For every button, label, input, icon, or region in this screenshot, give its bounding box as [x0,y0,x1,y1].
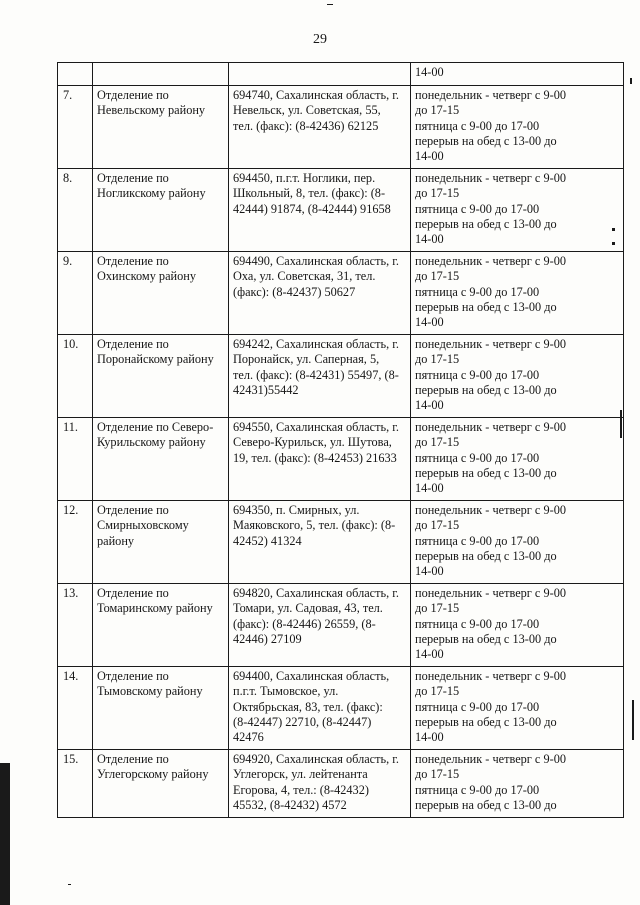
table-row [58,667,624,750]
working-hours-line: понедельник - четверг с 9-00 [415,752,566,766]
table-row [58,252,624,335]
address-line: 694400, Сахалинская область, [233,669,390,683]
scan-mark-right-4 [612,228,615,231]
offices-table-body [58,63,624,818]
table-row [58,169,624,252]
working-hours-line: понедельник - четверг с 9-00 [415,669,566,683]
cell-working-hours [411,252,624,335]
scan-mark-top [327,4,333,5]
working-hours-line: 14-00 [415,481,444,496]
working-hours-line: пятница с 9-00 до 17-00 [415,284,540,299]
working-hours-line: пятница с 9-00 до 17-00 [415,533,540,548]
scan-mark-bottom [68,884,71,885]
cell-office-name [93,750,229,818]
address-line: Углегорск, ул. лейтенанта [233,767,368,782]
address-line: 45532, (8-42432) 4572 [233,797,347,812]
working-hours-line: 14-00 [415,730,444,745]
cell-number: 10. [58,335,93,418]
working-hours-line: перерыв на обед с 13-00 до [415,714,557,729]
address-line: 42446) 27109 [233,631,302,646]
working-hours-line: перерыв на обед с 13-00 до [415,548,557,563]
address-line: п.г.т. Тымовское, ул. [233,684,339,699]
working-hours-line: понедельник - четверг с 9-00 [415,171,566,185]
working-hours-line: 14-00 [415,647,444,662]
address-line: 694920, Сахалинская область, г. [233,752,399,766]
cell-working-hours [411,750,624,818]
cell-working-hours [411,667,624,750]
cell-number: 12. [58,501,93,584]
cell-number [58,63,93,86]
working-hours-line: до 17-15 [415,269,460,284]
office-name-line: Углегорскому району [97,767,209,782]
office-name-line: Поронайскому району [97,352,214,367]
working-hours-line: перерыв на обед с 13-00 до [415,797,557,812]
cell-address [229,252,411,335]
cell-number: 13. [58,584,93,667]
address-line: Оха, ул. Советская, 31, тел. [233,269,376,284]
working-hours-line: понедельник - четверг с 9-00 [415,337,566,351]
table-row [58,501,624,584]
cell-office-name [93,501,229,584]
address-line: (факс): (8-42437) 50627 [233,284,356,299]
working-hours-line: понедельник - четверг с 9-00 [415,88,566,102]
table-row [58,335,624,418]
table-row [58,86,624,169]
cell-number: 14. [58,667,93,750]
working-hours-line: до 17-15 [415,435,460,450]
table-row [58,418,624,501]
cell-office-name [93,418,229,501]
working-hours-line: понедельник - четверг с 9-00 [415,503,566,517]
address-line: 694740, Сахалинская область, г. [233,88,399,102]
office-name-line: Тымовскому району [97,684,203,699]
working-hours-line: 14-00 [415,398,444,413]
working-hours-line: 14-00 [415,315,444,330]
cell-working-hours [411,335,624,418]
working-hours-line: 14-00 [415,564,444,579]
office-name-line: Невельскому району [97,103,206,118]
office-name-line: Отделение по Северо- [97,420,214,434]
working-hours-line: пятница с 9-00 до 17-00 [415,450,540,465]
address-line: 42476 [233,730,264,745]
office-name-line: Отделение по [97,586,169,600]
address-line: Невельск, ул. Советская, 55, [233,103,381,118]
address-line: Маяковского, 5, тел. (факс): (8- [233,518,396,533]
page-number: 29 [313,32,327,47]
address-line: (факс): (8-42446) 26559, (8- [233,616,376,631]
hours-line: 14-00 [415,65,444,79]
cell-address [229,667,411,750]
office-name-line: Ногликскому району [97,186,206,201]
working-hours-line: перерыв на обед с 13-00 до [415,133,557,148]
working-hours-line: до 17-15 [415,767,460,782]
working-hours-line: перерыв на обед с 13-00 до [415,216,557,231]
cell-address [229,584,411,667]
scan-mark-right-2 [632,700,634,740]
working-hours-line: понедельник - четверг с 9-00 [415,420,566,434]
address-line: Егорова, 4, тел.: (8-42432) [233,782,369,797]
scan-mark-right-3 [630,78,632,84]
address-line: 694550, Сахалинская область, г. [233,420,399,434]
address-line: 42444) 91874, (8-42444) 91658 [233,201,391,216]
office-name-line: Смирныховскому [97,518,189,533]
cell-office-name [93,335,229,418]
cell-address [229,169,411,252]
working-hours-line: до 17-15 [415,352,460,367]
cell-working-hours [411,63,624,86]
address-line: Томари, ул. Садовая, 43, тел. [233,601,383,616]
address-line: тел. (факс): (8-42431) 55497, (8- [233,367,399,382]
cell-office-name [93,63,229,86]
working-hours-line: 14-00 [415,149,444,164]
working-hours-line: понедельник - четверг с 9-00 [415,586,566,600]
working-hours-line: до 17-15 [415,186,460,201]
cell-address [229,418,411,501]
working-hours-line: пятница с 9-00 до 17-00 [415,201,540,216]
office-name-line: Отделение по [97,171,169,185]
scan-mark-right-5 [612,242,615,245]
office-name-line: району [97,533,135,548]
cell-address [229,501,411,584]
office-name-line: Отделение по [97,503,169,517]
scan-mark-left-edge [0,763,10,905]
working-hours-line: до 17-15 [415,684,460,699]
working-hours-line: пятница с 9-00 до 17-00 [415,616,540,631]
table-row-continuation [58,63,624,86]
offices-table [57,62,624,818]
office-name-line: Отделение по [97,669,169,683]
office-name-line: Охинскому району [97,269,196,284]
cell-address [229,86,411,169]
working-hours-line: пятница с 9-00 до 17-00 [415,118,540,133]
office-name-line: Отделение по [97,337,169,351]
cell-office-name [93,252,229,335]
office-name-line: Томаринскому району [97,601,213,616]
working-hours-line: пятница с 9-00 до 17-00 [415,367,540,382]
cell-address [229,750,411,818]
cell-working-hours [411,501,624,584]
working-hours-line: понедельник - четверг с 9-00 [415,254,566,268]
table-row [58,750,624,818]
scan-mark-right-1 [620,410,622,438]
cell-office-name [93,584,229,667]
working-hours-line: до 17-15 [415,103,460,118]
working-hours-line: перерыв на обед с 13-00 до [415,465,557,480]
address-line: Школьный, 8, тел. (факс): (8- [233,186,386,201]
cell-office-name [93,86,229,169]
address-line: 42431)55442 [233,382,299,397]
address-line: 694820, Сахалинская область, г. [233,586,399,600]
cell-working-hours [411,86,624,169]
cell-working-hours [411,418,624,501]
cell-number: 11. [58,418,93,501]
working-hours-line: пятница с 9-00 до 17-00 [415,782,540,797]
office-name-line: Отделение по [97,254,169,268]
address-line: Октябрьская, 83, тел. (факс): [233,699,383,714]
address-line: 694490, Сахалинская область, г. [233,254,399,268]
cell-office-name [93,169,229,252]
working-hours-line: пятница с 9-00 до 17-00 [415,699,540,714]
address-line: тел. (факс): (8-42436) 62125 [233,118,379,133]
cell-number: 15. [58,750,93,818]
address-line: 42452) 41324 [233,533,302,548]
address-line: 694450, п.г.т. Ноглики, пер. [233,171,376,185]
cell-working-hours [411,169,624,252]
cell-number: 7. [58,86,93,169]
office-name-line: Отделение по [97,752,169,766]
address-line: Поронайск, ул. Саперная, 5, [233,352,380,367]
address-line: 694242, Сахалинская область, г. [233,337,399,351]
address-line: (8-42447) 22710, (8-42447) [233,714,372,729]
cell-office-name [93,667,229,750]
cell-address [229,63,411,86]
address-line: 19, тел. (факс): (8-42453) 21633 [233,450,397,465]
address-line: 694350, п. Смирных, ул. [233,503,360,517]
cell-working-hours [411,584,624,667]
office-name-line: Отделение по [97,88,169,102]
cell-number: 8. [58,169,93,252]
cell-number: 9. [58,252,93,335]
office-name-line: Курильскому району [97,435,206,450]
working-hours-line: 14-00 [415,232,444,247]
working-hours-line: до 17-15 [415,518,460,533]
address-line: Северо-Курильск, ул. Шутова, [233,435,392,450]
cell-address [229,335,411,418]
working-hours-line: перерыв на обед с 13-00 до [415,299,557,314]
table-row [58,584,624,667]
working-hours-line: до 17-15 [415,601,460,616]
working-hours-line: перерыв на обед с 13-00 до [415,631,557,646]
working-hours-line: перерыв на обед с 13-00 до [415,382,557,397]
